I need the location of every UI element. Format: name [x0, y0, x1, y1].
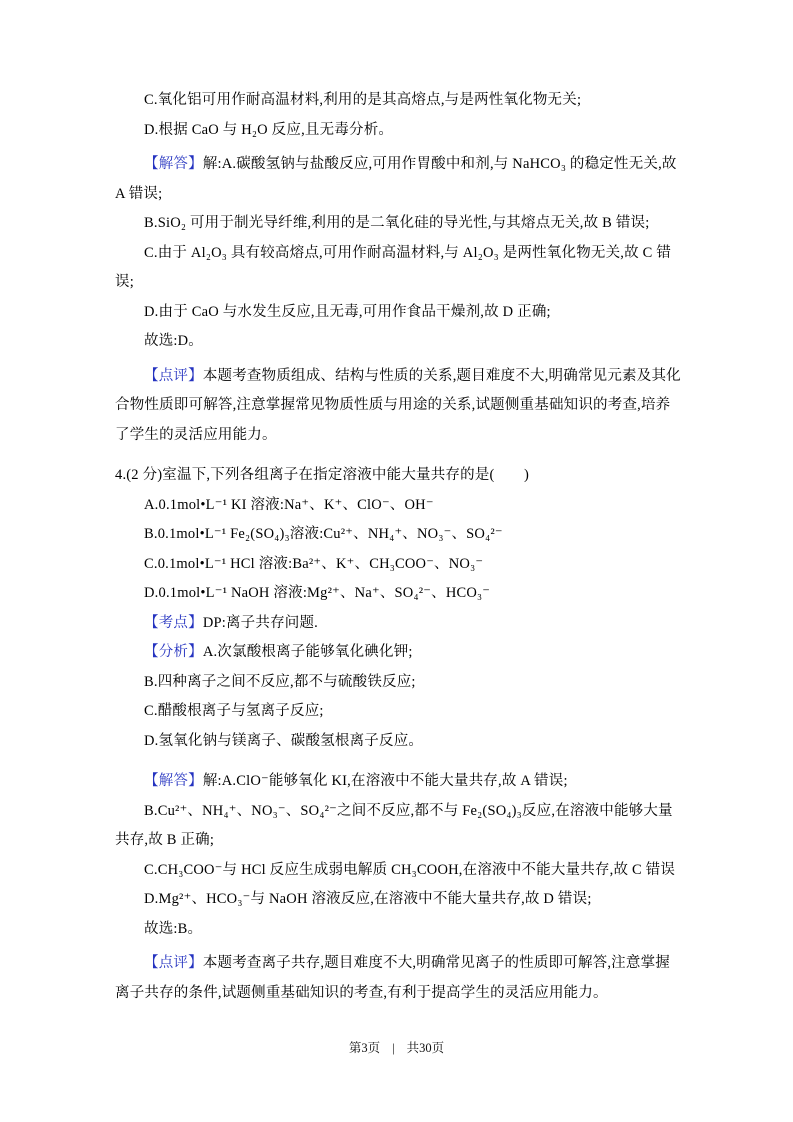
- analysis-option-d: [115, 116, 683, 146]
- analysis-paragraph-q4: [115, 638, 683, 668]
- page-content: [115, 86, 683, 1008]
- page-footer: [0, 1038, 793, 1058]
- text: 故选:D。: [144, 333, 203, 349]
- text: B.四种离子之间不反应,都不与硫酸铁反应;: [144, 673, 416, 690]
- solution-option-c-q3: [115, 239, 683, 298]
- text: D.根据 CaO 与 H₂O 反应,且无毒分析。: [144, 121, 394, 138]
- solution-option-b-q3: [115, 209, 683, 239]
- question-4-stem: [115, 461, 683, 491]
- text: 本题考查物质组成、结构与性质的关系,题目难度不大,明确常见元素及其化合物性质即可解答,注意掌握常见物质性质与用途的关系,试题侧重基础知识的考查,培养了学生的灵活应用能力。: [115, 367, 681, 443]
- text: D.Mg²⁺、HCO₃⁻与 NaOH 溶液反应,在溶液中不能大量共存,故 D 错误;: [144, 891, 592, 907]
- solution-tag: 【解答】: [144, 156, 203, 172]
- solution-paragraph-q4: [115, 767, 683, 797]
- text: C.氧化铝可用作耐高温材料,利用的是其高熔点,与是两性氧化物无关;: [144, 92, 582, 108]
- text: 故选:B。: [144, 920, 203, 937]
- page-number: 第3页: [348, 1041, 381, 1055]
- text: 解:A.碳酸氢钠与盐酸反应,可用作胃酸中和剂,与 NaHCO₃ 的稳定性无关,故 A 错误;: [115, 156, 677, 202]
- analysis-option-d-q4: [115, 727, 683, 757]
- text: B.Cu²⁺、NH₄⁺、NO₃⁻、SO₄²⁻之间不反应,都不与 Fe₂(SO₄)₃反应,在溶液中能够大量共存,故 B 正确;: [115, 802, 673, 848]
- question-4-option-d: [115, 579, 683, 609]
- analysis-tag: 【分析】: [144, 644, 203, 660]
- solution-option-d-q4: [115, 885, 683, 915]
- text: C.CH₃COO⁻与 HCl 反应生成弱电解质 CH₃COOH,在溶液中不能大量共存,故 C 错误: [144, 861, 676, 878]
- text: B.0.1mol•L⁻¹ Fe₂(SO₄)₃溶液:Cu²⁺、NH₄⁺、NO₃⁻、SO₄²⁻: [144, 526, 503, 542]
- text: C.0.1mol•L⁻¹ HCl 溶液:Ba²⁺、K⁺、CH₃COO⁻、NO₃⁻: [144, 555, 484, 572]
- answer-choice-q3: [115, 327, 683, 357]
- text: B.SiO₂ 可用于制光导纤维,利用的是二氧化硅的导光性,与其熔点无关,故 B 错误;: [144, 215, 650, 231]
- text: D.0.1mol•L⁻¹ NaOH 溶液:Mg²⁺、Na⁺、SO₄²⁻、HCO₃⁻: [144, 585, 491, 601]
- text: DP:离子共存问题.: [202, 614, 319, 631]
- text: A.0.1mol•L⁻¹ KI 溶液:Na⁺、K⁺、ClO⁻、OH⁻: [144, 496, 434, 513]
- text: D.由于 CaO 与水发生反应,且无毒,可用作食品干燥剂,故 D 正确;: [144, 303, 551, 320]
- text: 解:A.ClO⁻能够氧化 KI,在溶液中不能大量共存,故 A 错误;: [202, 773, 568, 789]
- text: 4.(2 分)室温下,下列各组离子在指定溶液中能大量共存的是( ): [115, 467, 529, 483]
- solution-paragraph-q3: [115, 150, 683, 209]
- text: D.氢氧化钠与镁离子、碳酸氢根离子反应。: [144, 732, 424, 749]
- comment-tag: 【点评】: [144, 955, 203, 971]
- answer-choice-q4: [115, 915, 683, 945]
- text: C.醋酸根离子与氢离子反应;: [144, 703, 324, 719]
- analysis-option-c-q4: [115, 697, 683, 727]
- comment-paragraph-q4: [115, 949, 683, 1008]
- text: 本题考查离子共存,题目难度不大,明确常见离子的性质即可解答,注意掌握离子共存的条件,试题侧重基础知识的考查,有利于提高学生的灵活应用能力。: [115, 955, 670, 1001]
- analysis-option-c: [115, 86, 683, 116]
- total-pages: 共30页: [406, 1041, 445, 1055]
- keypoint-paragraph-q4: [115, 609, 683, 639]
- analysis-option-b-q4: [115, 668, 683, 698]
- solution-option-c-q4: [115, 856, 683, 886]
- question-4-option-c: [115, 550, 683, 580]
- keypoint-tag: 【考点】: [144, 614, 203, 631]
- text: A.次氯酸根离子能够氧化碘化钾;: [202, 644, 413, 660]
- question-4-option-b: [115, 520, 683, 550]
- solution-option-b-q4: [115, 797, 683, 856]
- question-4-option-a: [115, 491, 683, 521]
- solution-option-d-q3: [115, 298, 683, 328]
- text: C.由于 Al₂O₃ 具有较高熔点,可用作耐高温材料,与 Al₂O₃ 是两性氧化物无关,故 C 错误;: [115, 244, 672, 290]
- comment-paragraph-q3: [115, 362, 683, 451]
- comment-tag: 【点评】: [144, 367, 203, 384]
- footer-divider: |: [392, 1041, 395, 1055]
- solution-tag: 【解答】: [144, 773, 203, 789]
